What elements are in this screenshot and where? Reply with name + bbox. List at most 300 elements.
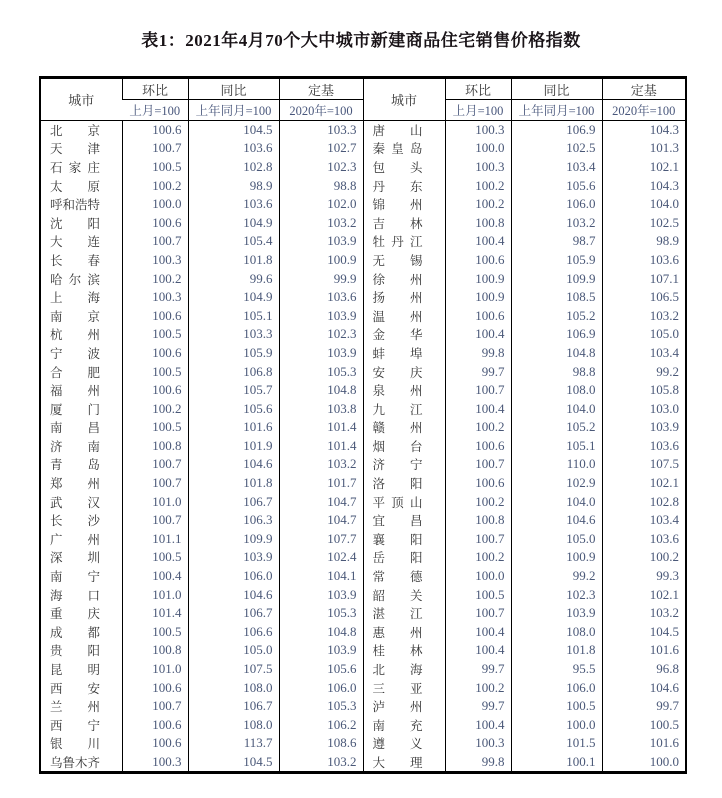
index-value-cell: 100.4 bbox=[445, 623, 511, 642]
index-value-cell: 100.6 bbox=[122, 213, 188, 232]
index-value-cell: 104.0 bbox=[511, 399, 602, 418]
city-name bbox=[50, 679, 100, 697]
table-row bbox=[40, 344, 686, 363]
index-value-cell: 102.8 bbox=[188, 158, 279, 177]
table-row bbox=[40, 213, 686, 232]
index-value-cell: 108.0 bbox=[511, 381, 602, 400]
city-name bbox=[373, 121, 423, 139]
city-name bbox=[50, 214, 100, 232]
index-value-cell: 100.4 bbox=[445, 232, 511, 251]
index-value-cell: 102.5 bbox=[602, 213, 686, 232]
index-value-cell: 100.5 bbox=[602, 716, 686, 735]
index-value-cell: 100.8 bbox=[122, 437, 188, 456]
index-value-cell: 100.2 bbox=[445, 418, 511, 437]
table-row bbox=[40, 474, 686, 493]
city-name-cell bbox=[40, 455, 122, 474]
city-char: 昌 bbox=[87, 421, 100, 436]
index-value-cell: 100.7 bbox=[445, 455, 511, 474]
index-value-cell: 104.5 bbox=[188, 753, 279, 773]
city-name bbox=[50, 586, 100, 604]
city-char: 赣 bbox=[372, 421, 386, 436]
city-char: 京 bbox=[87, 309, 100, 324]
city-char: 州 bbox=[87, 477, 100, 492]
index-value-cell: 100.0 bbox=[122, 195, 188, 214]
header-city-left: 城市 bbox=[68, 93, 95, 108]
city-name bbox=[373, 381, 423, 399]
header-city-right: 城市 bbox=[363, 78, 445, 121]
city-name bbox=[373, 530, 423, 548]
index-value-cell: 101.0 bbox=[122, 585, 188, 604]
city-name-cell bbox=[363, 567, 445, 586]
index-value-cell: 102.9 bbox=[511, 474, 602, 493]
city-char: 呼 bbox=[50, 198, 63, 213]
city-char: 尔 bbox=[68, 272, 82, 287]
index-value-cell: 105.0 bbox=[511, 530, 602, 549]
index-value-cell: 103.0 bbox=[602, 399, 686, 418]
index-value-cell: 106.6 bbox=[188, 623, 279, 642]
city-char: 江 bbox=[409, 402, 423, 417]
city-name bbox=[373, 641, 423, 659]
city-char: 江 bbox=[409, 607, 423, 622]
city-name bbox=[373, 418, 423, 436]
city-name-cell bbox=[40, 121, 122, 140]
city-char: 宜 bbox=[372, 514, 386, 529]
city-char: 京 bbox=[87, 124, 100, 139]
city-char: 庆 bbox=[87, 607, 100, 622]
city-char: 常 bbox=[372, 570, 386, 585]
index-value-cell: 106.9 bbox=[511, 325, 602, 344]
city-name-cell bbox=[40, 623, 122, 642]
city-name bbox=[50, 604, 100, 622]
city-char: 门 bbox=[87, 402, 100, 417]
city-char: 深 bbox=[50, 551, 63, 566]
index-value-cell: 101.9 bbox=[188, 437, 279, 456]
city-name-cell bbox=[40, 511, 122, 530]
index-value-cell: 99.9 bbox=[279, 269, 363, 288]
city-char: 成 bbox=[50, 625, 63, 640]
city-char: 广 bbox=[50, 532, 63, 547]
city-char: 州 bbox=[87, 700, 100, 715]
index-value-cell: 103.3 bbox=[188, 325, 279, 344]
index-value-cell: 100.6 bbox=[122, 381, 188, 400]
city-char: 阳 bbox=[87, 216, 100, 231]
table-row bbox=[40, 362, 686, 381]
index-value-cell: 102.5 bbox=[511, 139, 602, 158]
table-row bbox=[40, 418, 686, 437]
header-yoy-left: 同比 bbox=[188, 78, 279, 100]
index-value-cell: 99.3 bbox=[602, 567, 686, 586]
city-name bbox=[50, 641, 100, 659]
city-name bbox=[50, 455, 100, 473]
index-value-cell: 101.4 bbox=[279, 437, 363, 456]
city-char: 浩 bbox=[75, 198, 88, 213]
index-value-cell: 103.6 bbox=[279, 288, 363, 307]
city-name-cell bbox=[40, 641, 122, 660]
city-char: 三 bbox=[372, 681, 386, 696]
city-char: 太 bbox=[50, 179, 63, 194]
index-value-cell: 105.9 bbox=[511, 251, 602, 270]
city-char: 湛 bbox=[372, 607, 386, 622]
index-value-cell: 103.2 bbox=[279, 213, 363, 232]
city-name-cell bbox=[363, 176, 445, 195]
index-value-cell: 105.2 bbox=[511, 306, 602, 325]
city-name-cell bbox=[363, 362, 445, 381]
city-name bbox=[373, 474, 423, 492]
city-name-cell bbox=[363, 530, 445, 549]
city-name bbox=[373, 567, 423, 585]
city-char: 和 bbox=[62, 198, 76, 213]
index-value-cell: 105.3 bbox=[279, 604, 363, 623]
table-row bbox=[40, 697, 686, 716]
index-value-cell: 104.0 bbox=[511, 492, 602, 511]
city-char: 肥 bbox=[87, 365, 100, 380]
index-value-cell: 107.5 bbox=[188, 660, 279, 679]
city-name-cell bbox=[363, 158, 445, 177]
table-row bbox=[40, 195, 686, 214]
city-char: 昆 bbox=[50, 663, 63, 678]
index-value-cell: 102.7 bbox=[279, 139, 363, 158]
index-value-cell: 100.5 bbox=[122, 158, 188, 177]
index-value-cell: 100.3 bbox=[445, 734, 511, 753]
city-name bbox=[50, 734, 100, 752]
city-name bbox=[373, 232, 423, 250]
index-value-cell: 105.6 bbox=[279, 660, 363, 679]
index-value-cell: 100.2 bbox=[602, 548, 686, 567]
city-char: 海 bbox=[409, 663, 423, 678]
index-value-cell: 100.7 bbox=[122, 455, 188, 474]
index-value-cell: 100.5 bbox=[122, 418, 188, 437]
city-char: 蚌 bbox=[372, 346, 386, 361]
table-row bbox=[40, 530, 686, 549]
city-char: 泉 bbox=[372, 384, 386, 399]
city-name-cell bbox=[40, 381, 122, 400]
table-row bbox=[40, 660, 686, 679]
index-value-cell: 104.7 bbox=[279, 492, 363, 511]
city-char: 家 bbox=[68, 160, 82, 175]
city-char: 包 bbox=[372, 160, 386, 175]
city-name bbox=[373, 437, 423, 455]
index-value-cell: 103.2 bbox=[279, 753, 363, 773]
city-name-cell bbox=[363, 660, 445, 679]
city-name-cell bbox=[40, 158, 122, 177]
city-char: 滨 bbox=[87, 272, 100, 287]
header-mom-sub-left: 上月=100 bbox=[122, 100, 188, 121]
city-char: 青 bbox=[50, 458, 63, 473]
city-char: 山 bbox=[409, 495, 423, 510]
city-char: 襄 bbox=[372, 532, 386, 547]
index-value-cell: 103.9 bbox=[279, 641, 363, 660]
city-name bbox=[50, 363, 100, 381]
header-yoy-sub-right: 上年同月=100 bbox=[511, 100, 602, 121]
city-name bbox=[50, 121, 100, 139]
city-char: 州 bbox=[409, 625, 423, 640]
city-name bbox=[50, 660, 100, 678]
city-char: 州 bbox=[409, 384, 423, 399]
table-row bbox=[40, 492, 686, 511]
city-name-cell bbox=[363, 604, 445, 623]
city-name-cell bbox=[40, 399, 122, 418]
index-value-cell: 103.9 bbox=[279, 306, 363, 325]
table-header bbox=[40, 78, 686, 121]
index-value-cell: 100.6 bbox=[122, 734, 188, 753]
city-char: 州 bbox=[409, 309, 423, 324]
city-name bbox=[50, 548, 100, 566]
city-name-cell bbox=[40, 418, 122, 437]
city-char: 木 bbox=[75, 755, 88, 770]
city-name bbox=[373, 455, 423, 473]
city-char: 遵 bbox=[372, 737, 386, 752]
city-char: 连 bbox=[87, 235, 100, 250]
city-name bbox=[50, 381, 100, 399]
city-name-cell bbox=[40, 697, 122, 716]
city-name bbox=[50, 716, 100, 734]
index-value-cell: 100.9 bbox=[445, 269, 511, 288]
index-value-cell: 102.0 bbox=[279, 195, 363, 214]
index-value-cell: 107.5 bbox=[602, 455, 686, 474]
index-value-cell: 102.8 bbox=[602, 492, 686, 511]
index-value-cell: 101.8 bbox=[511, 641, 602, 660]
index-value-cell: 110.0 bbox=[511, 455, 602, 474]
city-name bbox=[50, 474, 100, 492]
index-value-cell: 104.6 bbox=[511, 511, 602, 530]
table-row bbox=[40, 678, 686, 697]
city-char: 大 bbox=[50, 235, 63, 250]
city-name-cell bbox=[363, 437, 445, 456]
index-value-cell: 100.6 bbox=[122, 678, 188, 697]
city-name bbox=[50, 288, 100, 306]
city-name bbox=[50, 158, 100, 176]
index-value-cell: 100.7 bbox=[122, 511, 188, 530]
city-char: 锡 bbox=[409, 253, 423, 268]
city-name bbox=[373, 493, 423, 511]
index-value-cell: 98.8 bbox=[511, 362, 602, 381]
index-value-cell: 100.6 bbox=[445, 251, 511, 270]
index-value-cell: 101.8 bbox=[188, 474, 279, 493]
city-char: 上 bbox=[50, 291, 63, 306]
city-name-cell bbox=[363, 399, 445, 418]
city-char: 哈 bbox=[50, 272, 63, 287]
index-value-cell: 99.8 bbox=[445, 344, 511, 363]
city-name-cell bbox=[363, 548, 445, 567]
city-name bbox=[50, 437, 100, 455]
city-name-cell bbox=[40, 753, 122, 773]
city-name bbox=[373, 139, 423, 157]
index-value-cell: 109.9 bbox=[188, 530, 279, 549]
index-value-cell: 103.2 bbox=[602, 604, 686, 623]
city-name-cell bbox=[40, 660, 122, 679]
city-char: 韶 bbox=[372, 588, 386, 603]
index-value-cell: 100.6 bbox=[122, 121, 188, 140]
city-char: 海 bbox=[87, 291, 100, 306]
city-name-cell bbox=[40, 344, 122, 363]
city-char: 阳 bbox=[409, 477, 423, 492]
city-char: 牡 bbox=[372, 235, 386, 250]
index-value-cell: 103.8 bbox=[279, 399, 363, 418]
index-value-cell: 104.9 bbox=[188, 288, 279, 307]
city-char: 唐 bbox=[372, 124, 386, 139]
city-name bbox=[373, 325, 423, 343]
city-char: 充 bbox=[409, 718, 423, 733]
city-name-cell bbox=[363, 344, 445, 363]
city-char: 石 bbox=[50, 160, 63, 175]
city-name-cell bbox=[40, 437, 122, 456]
city-name-cell bbox=[40, 604, 122, 623]
index-value-cell: 107.7 bbox=[279, 530, 363, 549]
city-name-cell bbox=[40, 139, 122, 158]
index-value-cell: 108.5 bbox=[511, 288, 602, 307]
index-value-cell: 104.0 bbox=[602, 195, 686, 214]
city-name-cell bbox=[363, 678, 445, 697]
header-mom-left: 环比 bbox=[122, 78, 188, 100]
index-value-cell: 102.3 bbox=[511, 585, 602, 604]
city-name-cell bbox=[40, 716, 122, 735]
city-name bbox=[50, 567, 100, 585]
city-name-cell bbox=[363, 511, 445, 530]
city-name bbox=[373, 548, 423, 566]
city-name-cell bbox=[363, 232, 445, 251]
city-name-cell bbox=[363, 306, 445, 325]
city-char: 林 bbox=[409, 644, 423, 659]
city-name-cell bbox=[40, 176, 122, 195]
index-value-cell: 100.3 bbox=[122, 753, 188, 773]
table-row bbox=[40, 176, 686, 195]
index-value-cell: 100.7 bbox=[445, 530, 511, 549]
city-name-cell bbox=[40, 269, 122, 288]
table-row bbox=[40, 139, 686, 158]
city-char: 春 bbox=[87, 253, 100, 268]
city-name bbox=[373, 158, 423, 176]
city-char: 九 bbox=[372, 402, 386, 417]
index-value-cell: 105.4 bbox=[188, 232, 279, 251]
index-value-cell: 100.5 bbox=[445, 585, 511, 604]
city-name bbox=[50, 325, 100, 343]
city-char: 南 bbox=[50, 309, 63, 324]
city-char: 山 bbox=[409, 124, 423, 139]
index-value-cell: 102.3 bbox=[279, 325, 363, 344]
city-name bbox=[50, 139, 100, 157]
city-name bbox=[373, 679, 423, 697]
index-value-cell: 105.6 bbox=[511, 176, 602, 195]
city-char: 华 bbox=[409, 328, 423, 343]
table-row bbox=[40, 269, 686, 288]
city-name-cell bbox=[363, 753, 445, 773]
index-value-cell: 100.9 bbox=[511, 548, 602, 567]
header-yoy-right: 同比 bbox=[511, 78, 602, 100]
city-char: 桂 bbox=[372, 644, 386, 659]
index-value-cell: 106.2 bbox=[279, 716, 363, 735]
index-value-cell: 102.1 bbox=[602, 474, 686, 493]
index-value-cell: 101.1 bbox=[122, 530, 188, 549]
table-row bbox=[40, 753, 686, 773]
city-char: 齐 bbox=[87, 755, 101, 770]
city-char: 徐 bbox=[372, 272, 386, 287]
city-char: 州 bbox=[409, 421, 423, 436]
city-char: 宁 bbox=[87, 718, 100, 733]
index-value-cell: 103.9 bbox=[279, 344, 363, 363]
city-char: 波 bbox=[87, 346, 100, 361]
header-row-top bbox=[40, 78, 686, 100]
index-value-cell: 106.0 bbox=[279, 678, 363, 697]
index-value-cell: 100.2 bbox=[122, 399, 188, 418]
city-name-cell bbox=[40, 288, 122, 307]
index-value-cell: 108.0 bbox=[188, 716, 279, 735]
index-value-cell: 104.3 bbox=[602, 121, 686, 140]
city-name-cell bbox=[40, 362, 122, 381]
index-value-cell: 100.5 bbox=[122, 325, 188, 344]
city-name-cell bbox=[40, 548, 122, 567]
index-value-cell: 104.8 bbox=[511, 344, 602, 363]
city-name bbox=[373, 251, 423, 269]
city-char: 合 bbox=[50, 365, 63, 380]
city-char: 德 bbox=[409, 570, 423, 585]
index-value-cell: 100.2 bbox=[122, 176, 188, 195]
index-value-cell: 100.1 bbox=[511, 753, 602, 773]
index-value-cell: 106.0 bbox=[188, 567, 279, 586]
index-value-cell: 103.4 bbox=[511, 158, 602, 177]
city-name bbox=[373, 307, 423, 325]
index-value-cell: 105.8 bbox=[602, 381, 686, 400]
city-char: 州 bbox=[409, 198, 423, 213]
index-value-cell: 102.1 bbox=[602, 158, 686, 177]
index-value-cell: 100.7 bbox=[122, 232, 188, 251]
city-char: 顶 bbox=[391, 495, 404, 510]
index-value-cell: 100.2 bbox=[445, 492, 511, 511]
city-char: 金 bbox=[372, 328, 386, 343]
city-name bbox=[50, 753, 100, 771]
city-char: 州 bbox=[87, 328, 100, 343]
city-char: 口 bbox=[87, 588, 100, 603]
city-name bbox=[373, 270, 423, 288]
city-name bbox=[373, 660, 423, 678]
index-value-cell: 108.0 bbox=[511, 623, 602, 642]
index-value-cell: 105.7 bbox=[188, 381, 279, 400]
index-value-cell: 99.7 bbox=[445, 697, 511, 716]
city-char: 安 bbox=[87, 681, 100, 696]
header-base-sub-right: 2020年=100 bbox=[602, 100, 686, 121]
city-char: 安 bbox=[372, 365, 386, 380]
index-value-cell: 101.3 bbox=[602, 139, 686, 158]
city-name-cell bbox=[363, 288, 445, 307]
city-char: 惠 bbox=[372, 625, 386, 640]
index-value-cell: 100.6 bbox=[445, 437, 511, 456]
city-name bbox=[50, 493, 100, 511]
index-value-cell: 103.3 bbox=[279, 121, 363, 140]
city-char: 阳 bbox=[409, 532, 423, 547]
city-name bbox=[373, 195, 423, 213]
index-value-cell: 100.5 bbox=[122, 362, 188, 381]
city-char: 西 bbox=[50, 681, 63, 696]
city-name bbox=[373, 363, 423, 381]
city-name bbox=[50, 511, 100, 529]
index-value-cell: 103.6 bbox=[602, 251, 686, 270]
city-name-cell bbox=[40, 585, 122, 604]
index-value-cell: 104.5 bbox=[602, 623, 686, 642]
index-value-cell: 104.9 bbox=[188, 213, 279, 232]
index-value-cell: 99.7 bbox=[602, 697, 686, 716]
table-row bbox=[40, 399, 686, 418]
index-value-cell: 100.7 bbox=[122, 697, 188, 716]
city-char: 重 bbox=[50, 607, 63, 622]
index-value-cell: 100.9 bbox=[279, 251, 363, 270]
city-char: 洛 bbox=[372, 477, 386, 492]
city-char: 宁 bbox=[87, 570, 100, 585]
index-value-cell: 100.6 bbox=[445, 306, 511, 325]
city-char: 川 bbox=[87, 737, 100, 752]
city-char: 岛 bbox=[409, 142, 423, 157]
city-char: 锦 bbox=[372, 198, 386, 213]
index-value-cell: 105.3 bbox=[279, 362, 363, 381]
city-char: 沈 bbox=[50, 216, 63, 231]
